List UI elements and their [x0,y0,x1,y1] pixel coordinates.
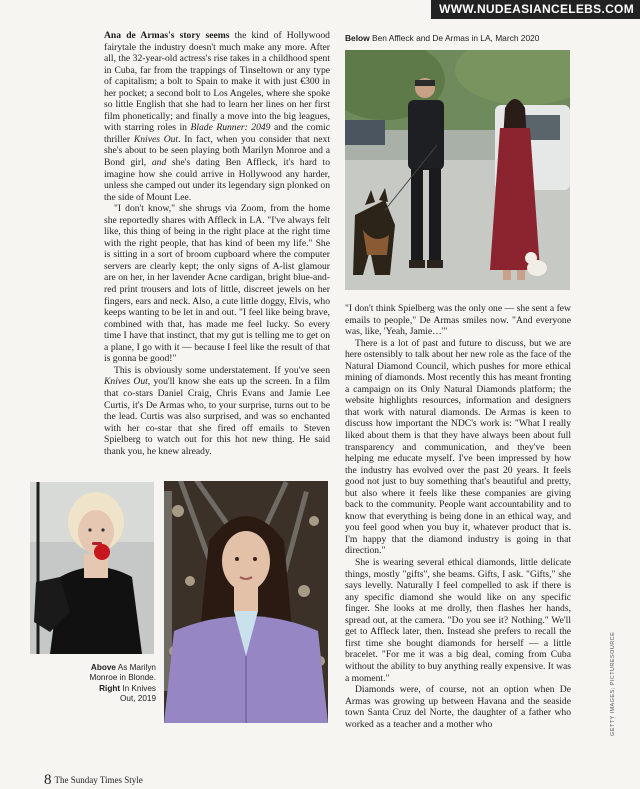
paragraph-intro [104,30,330,203]
page-number: 8 [44,772,52,788]
film-title: Blade Runner: 2049 [190,122,271,134]
caption-lead: Below [345,33,370,43]
paragraph-diamond-council: There is a lot of past and future to discuss, but we are here ostensibly to talk about her new role as the face of the Natural Diamond Council, which pushes for more ethical mining of diamonds. Most recently this has meant fronting a campaign on its Only Natural Diamonds platform; the website highlights resources, information and designers that work with natural diamonds. De Armas is keen to discuss how important the NDC's work is: "What I really liked about them is that they have always been about full transparency and communication, and they've been helping me educate myself. I've been impressed by how the industry has evolved over the past 20 years. It feels good not just to buy something that's beautiful and pretty, but also where it feels like these companies are giving back to the community. People want accountability and to know that everything is being done in an ethical way, and you feel good when you buy it, whatever product that is. I'm happy that the diamond industry is going in that direction." [345,337,571,557]
paragraph-knives-out [104,365,330,457]
emphasis: and [151,157,167,169]
text-run: and the comic thriller [104,122,330,145]
caption-text-above: As Marilyn Monroe in Blonde. [89,663,156,683]
text-run: she's dating Ben Affleck, it's hard to imagine how she could arrive in Hollywood any harder, unless she camped out under its legendary sign plonked on the side of Mount Lee. [104,157,330,203]
caption-text: Ben Affleck and De Armas in LA, March 2020 [369,33,540,43]
film-title: Knives Out [133,133,179,145]
film-title: Knives Out [104,376,148,388]
photo-affleck-de-armas [345,50,570,290]
text-run: . In fact, when you consider that next she's about to be seen playing both Marilyn Monroe and a Bond girl, [104,133,330,169]
caption-text-right: In Knives Out, 2019 [120,683,156,704]
watermark: WWW.NUDEASIANCELEBS.COM [431,0,640,19]
paragraph-zoom: "I don't know," she shrugs via Zoom, from the home she reportedly shares with Affleck in LA. "I've always felt like, this thing of being in the right place at the right time with the right people, that has kind of been my life." She is sitting in a sort of broom cupboard where the computer servers are clearly kept; the only signs of A-list glamour are on her, in her lavender Acne cardigan, bright blue-and-red print trousers and lots of little, discreet jewels on her fingers, ears and neck. Also, a cute little doggy, Elvis, who keeps wanting to be let in and out. "I feel like being brave, combined with that, has made me feel lucky. So every time I have that instinct, that my gut is telling me to get on a plane, I go with it — because I feel like the result of that is gonna be good!" [104,203,330,365]
publication-name: The Sunday Times Style [54,775,143,785]
caption-photos [88,663,156,705]
caption-lead-right: Right [99,683,121,693]
photo-blonde [30,482,154,654]
right-article-column [345,303,571,730]
photo-knives-out [164,481,328,723]
text-run: the kind of Hollywood fairytale the industry doesn't much make any more. After all, the 32-year-old actress's rise takes in a childhood spent in Cuba, far from the trappings of Tinseltown or any type of capitalism; a bolt to Spain to make it with just €300 in her pocket; a second bolt to Los Angeles, where she spoke so little English that she had to learn her lines on her first film phonetically; and finally a move into the big leagues, with starring roles in [104,30,330,134]
lead-in: Ana de Armas's story seems [104,30,230,41]
paragraph-gifts: She is wearing several ethical diamonds, little delicate things, mostly "gifts", she beams. Gifts, I ask. "Gifts," she says levelly. Naturally I feel compelled to ask if there is any specific diamond she would like on any specific finger. She looks at me drolly, then flashes her hands, spread out, at the camera. "Do you see it? Nothing." We'll get to Affleck later, then. Instead she prefers to recall the first time she bought diamonds for herself — a little bracelet. "For me it was a big deal, coming from Cuba without the ability to buy anything really expensive. It was a moment." [345,557,571,684]
caption-below [345,33,575,43]
photo-credit: GETTY IMAGES; PICTURESOURCE [610,631,616,736]
text-run: This is obviously some understatement. If you've seen [114,364,330,376]
page-footer [44,772,143,789]
paragraph-cuba: Diamonds were, of course, not an option when De Armas was growing up between Havana and the seaside town Santa Cruz del Norte, the daughter of a father who worked as a teacher and a mother who [345,684,571,730]
paragraph-spielberg: "I don't think Spielberg was the only one — she sent a few emails to people," De Armas smiles now. "And everyone was, like, 'Yeah, Jamie…'" [345,303,571,338]
text-run: , you'll know she eats up the screen. In a film that co-stars Daniel Craig, Chris Evans and Jamie Lee Curtis, it's De Armas who, to your surprise, turns out to be the lead. Curtis was also surprised, and was so enchanted with her co-star that she fired off emails to Steven Spielberg to watch out for this hot new thing. He said thank you, he knew already. [104,376,330,457]
left-article-column [104,30,330,457]
caption-lead-above: Above [90,663,116,672]
